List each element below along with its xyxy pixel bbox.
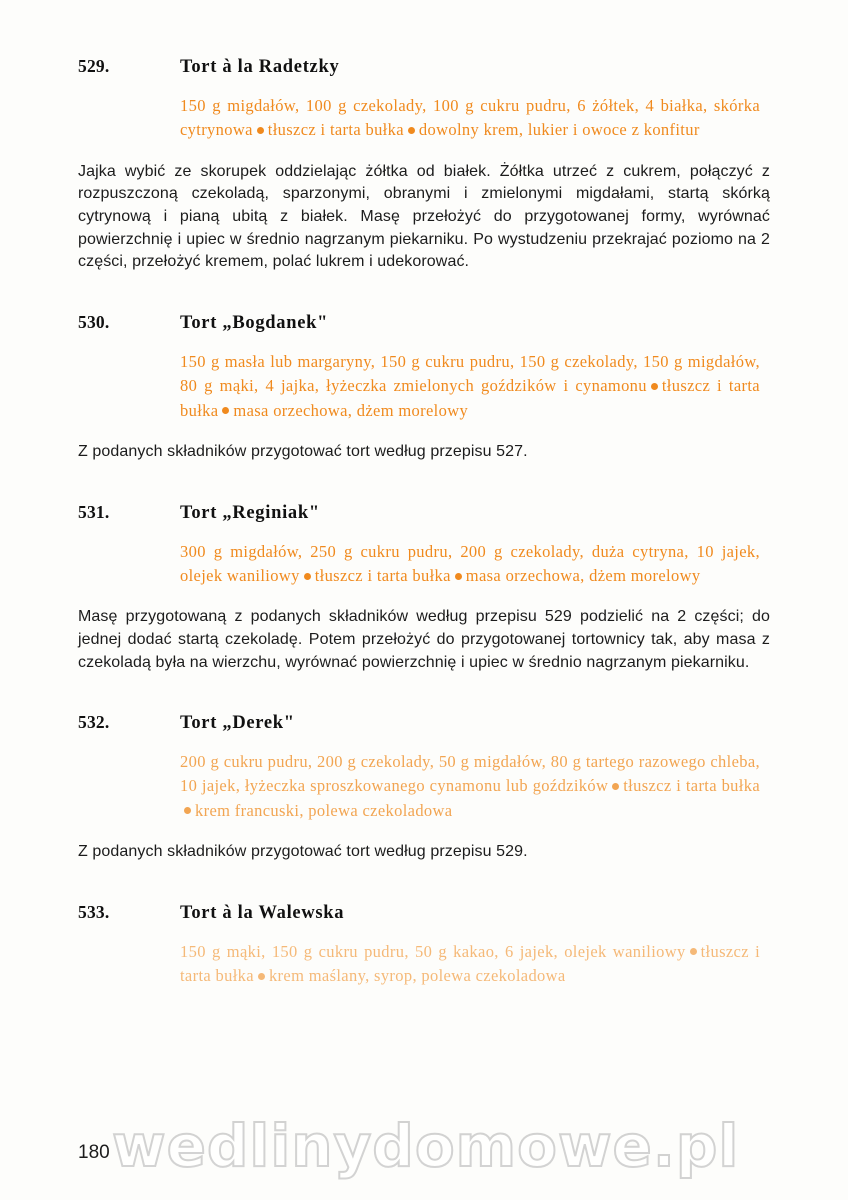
recipe-ingredients [180, 940, 760, 989]
bullet-dot-icon [690, 948, 697, 955]
recipe-entry [78, 312, 770, 463]
recipe-title: Tort à la Radetzky [180, 57, 340, 77]
recipe-number: 531. [78, 501, 110, 522]
recipe-entry [78, 712, 770, 863]
bullet-dot-icon [651, 383, 658, 390]
recipe-entry [78, 502, 770, 675]
bullet-dot-icon [222, 407, 229, 414]
recipe-heading [78, 712, 770, 734]
bullet-dot-icon [258, 973, 265, 980]
ingredients-part-2: tłuszcz i tarta bułka [267, 120, 404, 140]
spacer [78, 274, 770, 312]
recipe-title: Tort à la Walewska [180, 902, 345, 923]
bullet-dot-icon [184, 807, 191, 814]
recipe-title: Tort „Bogdanek" [180, 313, 329, 334]
ingredients-part-1: 300 g migdałów, 250 g cukru pudru, 200 g czekolady, duża cytryna, 10 jajek, olejek waniliowy [180, 541, 760, 585]
bullet-dot-icon [408, 127, 415, 134]
recipe-title: Tort „Reginiak" [180, 502, 320, 523]
recipe-entry [78, 902, 770, 989]
recipe-method: Masę przygotowaną z podanych składników według przepisu 529 podzielić na 2 części; do jednej dodać startą czekoladę. Potem przełożyć do przygotowanej tortownicy tak, aby masa z czekoladą była na wierzchu, wyrównać powierzchnię i upiec w średnio nagrzanym piekarniku. [78, 608, 770, 671]
recipe-heading [78, 902, 770, 924]
bullet-dot-icon [455, 573, 462, 580]
ingredients-part-3: krem francuski, polewa czekoladowa [195, 800, 453, 820]
ingredients-part-1: 200 g cukru pudru, 200 g czekolady, 50 g migdałów, 80 g tartego razowego chleba, 10 jajek, łyżeczka sproszkowanego cynamonu lub goździków [180, 752, 760, 796]
recipe-heading [78, 502, 770, 524]
recipe-method: Z podanych składników przygotować tort według przepisu 527. [78, 442, 528, 460]
ingredients-part-1: 150 g migdałów, 100 g czekolady, 100 g cukru pudru, 6 żółtek, 4 białka, skórka cytrynowa [180, 96, 760, 140]
recipe-number: 532. [78, 712, 110, 733]
recipe-method: Z podanych składników przygotować tort według przepisu 529. [78, 842, 528, 860]
spacer [78, 864, 770, 902]
ingredients-part-1: 150 g masła lub margaryny, 150 g cukru pudru, 150 g czekolady, 150 g migdałów, 80 g mąki, 4 jajka, łyżeczka zmielonych goździków i cynamonu [180, 352, 760, 396]
recipe-ingredients [180, 540, 760, 589]
ingredients-part-2: tłuszcz i tarta bułka [180, 376, 760, 420]
ingredients-part-2: tłuszcz i tarta bułka [314, 565, 451, 585]
recipe-ingredients [180, 350, 760, 423]
recipe-number: 533. [78, 901, 110, 922]
page-number: 180 [78, 1142, 110, 1163]
ingredients-part-3: masa orzechowa, dżem morelowy [233, 400, 469, 420]
recipe-method: Jajka wybić ze skorupek oddzielając żółtka od białek. Żółtka utrzeć z cukrem, połączyć z rozpuszczoną czekoladą, sparzonymi, obranymi i zmielonymi migdałami, startą skórką cytrynową i pianą ubitą z białek. Masę przełożyć do przygotowanej formy, wyrównać powierzchnię i upiec w średnio nagrzanym piekarniku. Po wystudzeniu przekrajać poziomo na 2 części, przełożyć kremem, polać lukrem i udekorować. [78, 162, 770, 271]
recipe-ingredients [180, 94, 760, 143]
watermark: wedlinydomowe.pl [112, 1112, 740, 1180]
bullet-dot-icon [257, 127, 264, 134]
recipe-heading [78, 56, 770, 78]
recipe-ingredients [180, 750, 760, 823]
recipe-heading [78, 312, 770, 334]
spacer [78, 674, 770, 712]
ingredients-part-3: masa orzechowa, dżem morelowy [465, 565, 701, 585]
ingredients-part-2: tłuszcz i tarta bułka [180, 941, 761, 985]
recipe-entry [78, 56, 770, 274]
recipe-number: 529. [78, 56, 110, 76]
spacer [78, 464, 770, 502]
ingredients-part-2: tłuszcz i tarta bułka [623, 776, 760, 796]
ingredients-part-3: dowolny krem, lukier i owoce z konfitur [418, 120, 700, 140]
ingredients-part-3: krem maślany, syrop, polewa czekoladowa [268, 965, 566, 985]
bullet-dot-icon [612, 783, 619, 790]
ingredients-part-1: 150 g mąki, 150 g cukru pudru, 50 g kakao, 6 jajek, olejek waniliowy [180, 941, 686, 961]
bullet-dot-icon [304, 573, 311, 580]
recipe-title: Tort „Derek" [180, 713, 295, 734]
recipe-number: 530. [78, 312, 110, 333]
